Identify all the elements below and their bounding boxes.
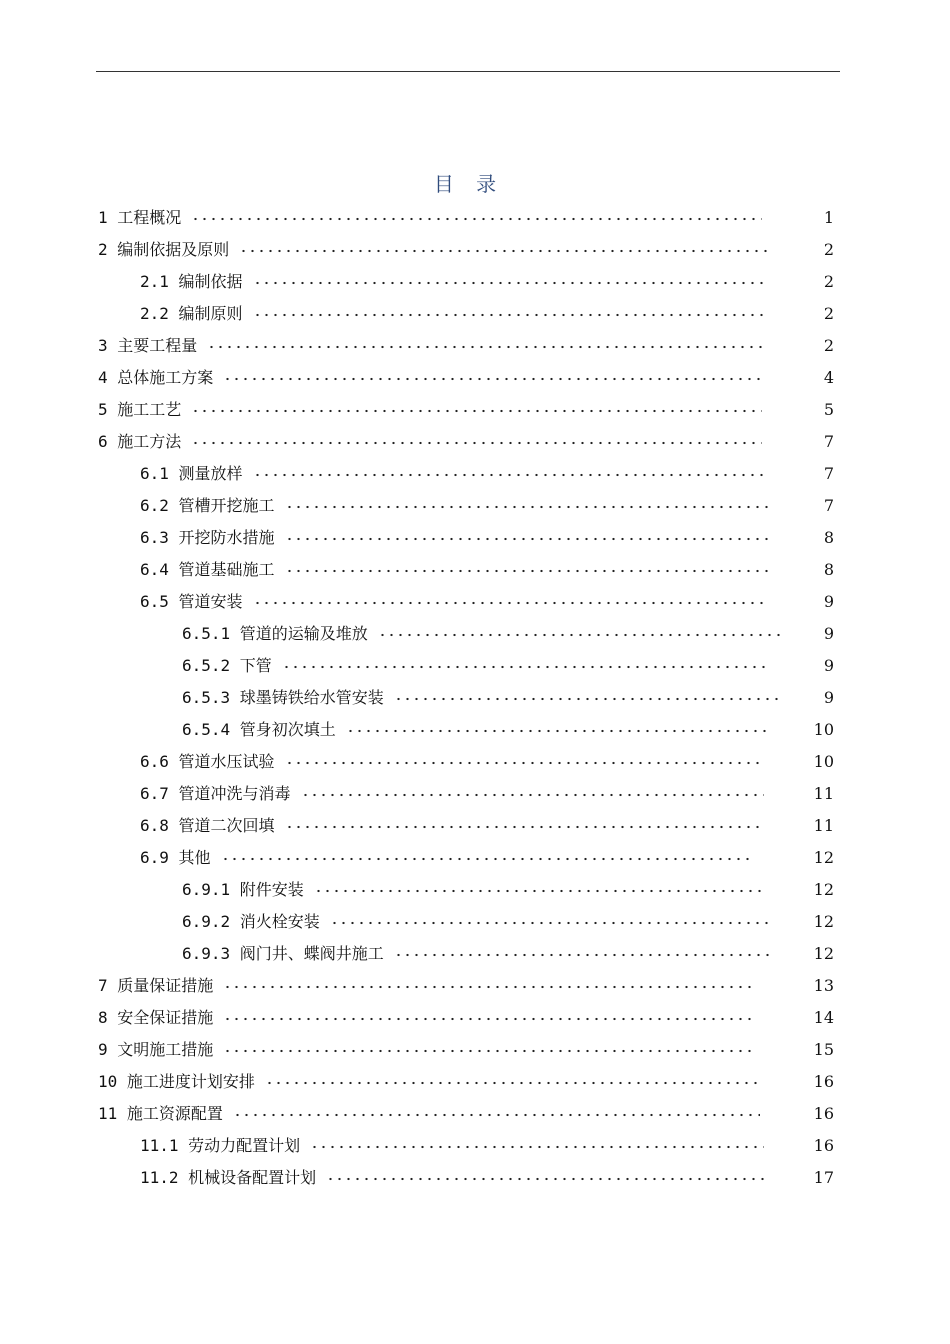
toc-dot-leader — [253, 471, 768, 479]
toc-entry[interactable] — [0, 554, 950, 586]
toc-entry[interactable] — [0, 938, 950, 970]
toc-entry-page-number: 7 — [823, 496, 834, 515]
toc-entry-page-number: 12 — [813, 848, 834, 867]
toc-entry-label: 5 施工工艺 — [98, 400, 182, 419]
toc-entry[interactable] — [0, 1066, 950, 1098]
toc-dot-leader — [239, 247, 768, 255]
toc-entry-page-number: 11 — [813, 784, 834, 803]
toc-entry-page-number: 2 — [823, 240, 834, 259]
toc-entry-label: 6.5.1 管道的运输及堆放 — [182, 624, 368, 643]
toc-entry-page-number: 16 — [813, 1072, 834, 1091]
toc-entry-label: 6.2 管槽开挖施工 — [140, 496, 275, 515]
toc-entry-label: 6.4 管道基础施工 — [140, 560, 275, 579]
toc-dot-leader — [394, 695, 780, 703]
toc-entry-page-number: 9 — [823, 688, 834, 707]
toc-entry[interactable] — [0, 618, 950, 650]
toc-entry[interactable] — [0, 1098, 950, 1130]
toc-entry-page-number: 16 — [813, 1136, 834, 1155]
toc-entry-page-number: 16 — [813, 1104, 834, 1123]
toc-entry-label: 1 工程概况 — [98, 208, 182, 227]
toc-list — [0, 202, 950, 1194]
toc-entry-page-number: 12 — [813, 880, 834, 899]
toc-entry-page-number: 14 — [813, 1008, 834, 1027]
toc-entry-label: 6.9.2 消火栓安装 — [182, 912, 320, 931]
toc-entry[interactable] — [0, 714, 950, 746]
toc-dot-leader — [191, 215, 762, 223]
toc-entry-page-number: 8 — [823, 528, 834, 547]
toc-dot-leader — [378, 631, 780, 639]
toc-entry[interactable] — [0, 362, 950, 394]
toc-entry[interactable] — [0, 682, 950, 714]
toc-entry-page-number: 9 — [823, 624, 834, 643]
toc-entry[interactable] — [0, 490, 950, 522]
toc-entry-page-number: 9 — [823, 656, 834, 675]
toc-dot-leader — [191, 439, 762, 447]
toc-dot-leader — [282, 663, 768, 671]
toc-entry-page-number: 15 — [813, 1040, 834, 1059]
toc-entry-label: 6.9 其他 — [140, 848, 211, 867]
toc-entry-label: 11.2 机械设备配置计划 — [140, 1168, 317, 1187]
toc-entry[interactable] — [0, 202, 950, 234]
toc-dot-leader — [191, 407, 762, 415]
toc-entry[interactable] — [0, 970, 950, 1002]
toc-entry-label: 9 文明施工措施 — [98, 1040, 214, 1059]
toc-entry[interactable] — [0, 778, 950, 810]
toc-dot-leader — [265, 1079, 762, 1087]
toc-entry-label: 6.5.2 下管 — [182, 656, 272, 675]
toc-dot-leader — [394, 951, 772, 959]
toc-entry[interactable] — [0, 266, 950, 298]
toc-dot-leader — [346, 727, 768, 735]
toc-entry[interactable] — [0, 586, 950, 618]
toc-dot-leader — [285, 759, 764, 767]
toc-entry[interactable] — [0, 394, 950, 426]
toc-entry[interactable] — [0, 1162, 950, 1194]
toc-entry-label: 3 主要工程量 — [98, 336, 198, 355]
toc-entry[interactable] — [0, 330, 950, 362]
toc-entry-page-number: 7 — [823, 464, 834, 483]
toc-entry-page-number: 5 — [823, 400, 834, 419]
toc-entry-label: 2.2 编制原则 — [140, 304, 243, 323]
toc-dot-leader — [223, 983, 756, 991]
header-rule — [96, 71, 840, 72]
toc-entry[interactable] — [0, 650, 950, 682]
toc-dot-leader — [301, 791, 764, 799]
toc-dot-leader — [285, 823, 764, 831]
toc-entry[interactable] — [0, 458, 950, 490]
toc-entry[interactable] — [0, 1002, 950, 1034]
toc-entry-label: 6.7 管道冲洗与消毒 — [140, 784, 291, 803]
toc-entry-label: 8 安全保证措施 — [98, 1008, 214, 1027]
toc-entry-label: 6.9.1 附件安装 — [182, 880, 304, 899]
toc-entry[interactable] — [0, 746, 950, 778]
toc-entry-page-number: 7 — [823, 432, 834, 451]
toc-entry[interactable] — [0, 810, 950, 842]
toc-dot-leader — [233, 1111, 760, 1119]
toc-dot-leader — [285, 567, 772, 575]
toc-entry-page-number: 10 — [813, 752, 834, 771]
toc-entry-page-number: 2 — [823, 304, 834, 323]
toc-entry-page-number: 9 — [823, 592, 834, 611]
toc-entry[interactable] — [0, 1130, 950, 1162]
toc-dot-leader — [285, 503, 772, 511]
toc-dot-leader — [285, 535, 772, 543]
toc-title: 目 录 — [433, 172, 505, 196]
toc-entry-page-number: 4 — [823, 368, 834, 387]
toc-entry[interactable] — [0, 874, 950, 906]
toc-entry-page-number: 12 — [813, 912, 834, 931]
toc-entry[interactable] — [0, 842, 950, 874]
toc-entry-label: 6.5.4 管身初次填土 — [182, 720, 336, 739]
toc-dot-leader — [253, 279, 768, 287]
toc-entry-label: 2 编制依据及原则 — [98, 240, 230, 259]
toc-entry-label: 6.1 测量放样 — [140, 464, 243, 483]
toc-entry[interactable] — [0, 1034, 950, 1066]
toc-entry[interactable] — [0, 234, 950, 266]
toc-entry-label: 6.3 开挖防水措施 — [140, 528, 275, 547]
toc-entry-page-number: 1 — [823, 208, 834, 227]
toc-dot-leader — [326, 1175, 768, 1183]
toc-entry-page-number: 17 — [813, 1168, 834, 1187]
toc-entry-label: 2.1 编制依据 — [140, 272, 243, 291]
toc-entry[interactable] — [0, 426, 950, 458]
toc-entry-label: 6 施工方法 — [98, 432, 182, 451]
toc-entry[interactable] — [0, 298, 950, 330]
toc-entry-label: 6.8 管道二次回填 — [140, 816, 275, 835]
toc-entry-label: 10 施工进度计划安排 — [98, 1072, 255, 1091]
toc-entry-label: 7 质量保证措施 — [98, 976, 214, 995]
toc-dot-leader — [330, 919, 768, 927]
toc-dot-leader — [223, 1015, 756, 1023]
toc-entry-page-number: 12 — [813, 944, 834, 963]
toc-dot-leader — [314, 887, 764, 895]
toc-entry[interactable] — [0, 906, 950, 938]
toc-entry-page-number: 2 — [823, 336, 834, 355]
toc-entry-label: 6.5 管道安装 — [140, 592, 243, 611]
toc-entry-label: 6.6 管道水压试验 — [140, 752, 275, 771]
toc-dot-leader — [223, 1047, 756, 1055]
toc-entry-label: 11 施工资源配置 — [98, 1104, 223, 1123]
toc-dot-leader — [253, 599, 768, 607]
toc-dot-leader — [310, 1143, 764, 1151]
toc-entry[interactable] — [0, 522, 950, 554]
toc-entry-label: 4 总体施工方案 — [98, 368, 214, 387]
toc-entry-label: 6.5.3 球墨铸铁给水管安装 — [182, 688, 384, 707]
toc-dot-leader — [221, 855, 754, 863]
toc-entry-page-number: 13 — [813, 976, 834, 995]
toc-dot-leader — [223, 375, 764, 383]
toc-dot-leader — [207, 343, 764, 351]
toc-entry-page-number: 8 — [823, 560, 834, 579]
toc-entry-label: 11.1 劳动力配置计划 — [140, 1136, 301, 1155]
toc-entry-page-number: 10 — [813, 720, 834, 739]
toc-entry-page-number: 2 — [823, 272, 834, 291]
toc-dot-leader — [253, 311, 768, 319]
toc-entry-label: 6.9.3 阀门井、蝶阀井施工 — [182, 944, 384, 963]
toc-entry-page-number: 11 — [813, 816, 834, 835]
